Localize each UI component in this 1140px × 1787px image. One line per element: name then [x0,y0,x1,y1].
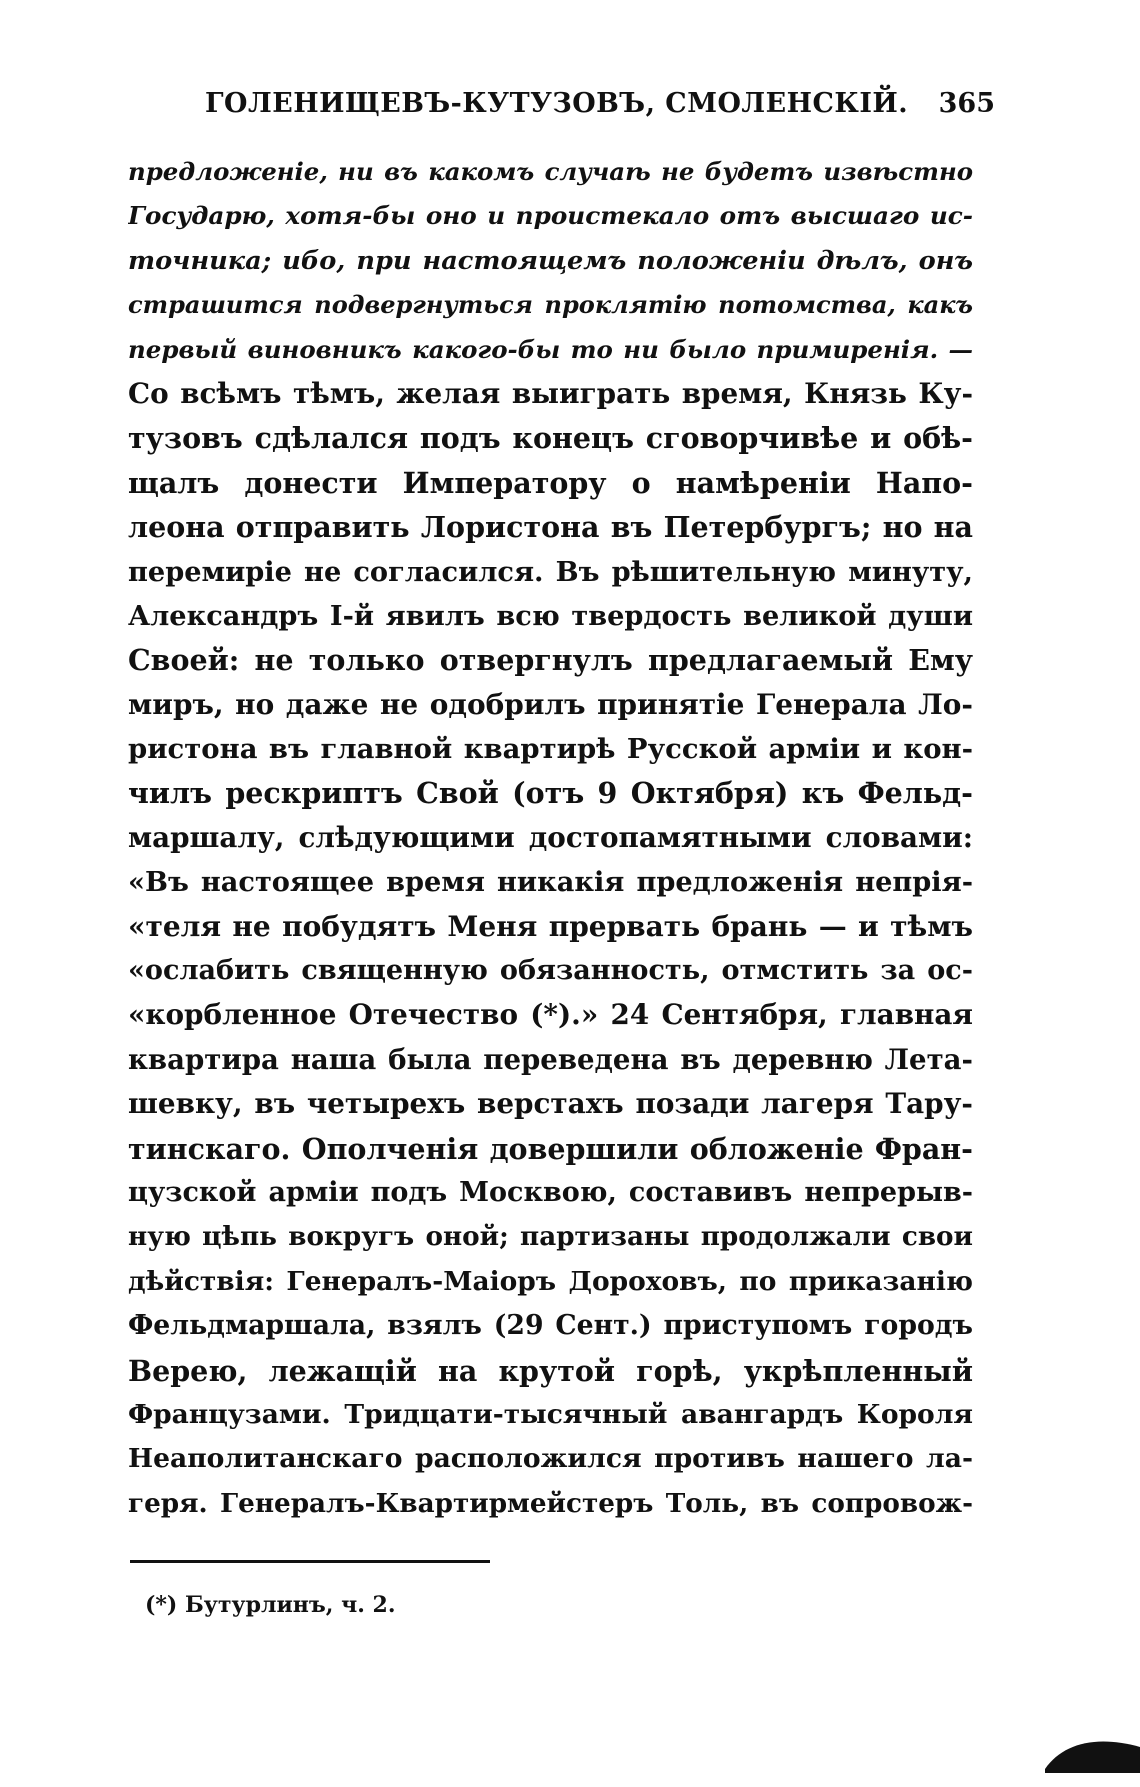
text-line: Государю, хотя-бы оно и проистекало отъ высшаго ис- [128,201,973,231]
text-line: «корбленное Отечество (*).» 24 Сентября, главная [128,998,973,1032]
running-title: ГОЛЕНИЩЕВЪ-КУТУЗОВЪ, СМОЛЕНСКІЙ. [205,88,909,119]
text-line: дѣйствія: Генералъ-Маіоръ Дороховъ, по приказанію [128,1265,973,1297]
text-line: Французами. Тридцати-тысячный авангардъ Короля [128,1398,973,1430]
text-line: Фельдмаршала, взялъ (29 Сент.) приступомъ городъ [128,1310,973,1342]
text-line: тузовъ сдѣлался подъ конецъ сговорчивѣе и обѣ- [128,421,973,456]
text-line: ристона въ главной квартирѣ Русской арміи и кон- [128,733,973,766]
text-line: предложеніе, ни въ какомъ случаѣ не будетъ извѣстно [128,157,973,186]
text-line: маршалу, слѣдующими достопамятными словами: [128,820,973,854]
text-line: перемиріе не согласился. Въ рѣшительную минуту, [128,555,973,588]
text-line: Своей: не только отвергнулъ предлагаемый Ему [128,643,973,678]
text-line: Верею, лежащій на крутой горѣ, укрѣпленный [128,1353,973,1388]
footnote-rule [130,1560,490,1563]
text-line: «теля не побудятъ Меня прервать брань — и тѣмъ [128,909,973,943]
text-line: цузской арміи подъ Москвою, составивъ непрерыв- [128,1176,973,1208]
text-line: чилъ рескриптъ Свой (отъ 9 Октября) къ Фельд- [128,776,973,811]
text-line: квартира наша была переведена въ деревню Лета- [128,1042,973,1076]
text-line: Александръ I-й явилъ всю твердость великой души [128,599,973,632]
text-line: точника; ибо, при настоящемъ положеніи дѣлъ, онъ [128,245,973,276]
text-line: «Въ настоящее время никакія предложенія непрія- [128,866,973,899]
text-line: первый виновникъ какого-бы то ни было примиренія. — [128,334,973,364]
text-line: Неаполитанскаго расположился противъ нашего ла- [128,1443,973,1475]
text-line: миръ, но даже не одобрилъ принятіе Генерала Ло- [128,687,973,721]
page-header [205,88,995,128]
page-number: 365 [938,88,995,119]
text-line: шевку, въ четырехъ верстахъ позади лагеря Тару- [128,1087,973,1121]
text-line: ную цѣпь вокругъ оной; партизаны продолжали свои [128,1221,973,1253]
footnote: (*) Бутурлинъ, ч. 2. [145,1592,396,1618]
text-line: Со всѣмъ тѣмъ, желая выиграть время, Князь Ку- [128,376,973,410]
text-line: геря. Генералъ-Квартирмейстеръ Толь, въ сопровож- [128,1487,973,1519]
text-line: щалъ донести Императору о намѣреніи Напо- [128,465,973,500]
text-line: «ослабить священную обязанность, отмстить за ос- [128,955,973,987]
page-corner-mark [1045,1733,1140,1773]
text-line: тинскаго. Ополченія довершили обложеніе Фран- [128,1131,973,1166]
body-text [128,150,973,1526]
text-line: страшится подвергнуться проклятію потомства, какъ [128,290,973,320]
text-line: леона отправить Лористона въ Петербургъ; но на [128,510,973,545]
